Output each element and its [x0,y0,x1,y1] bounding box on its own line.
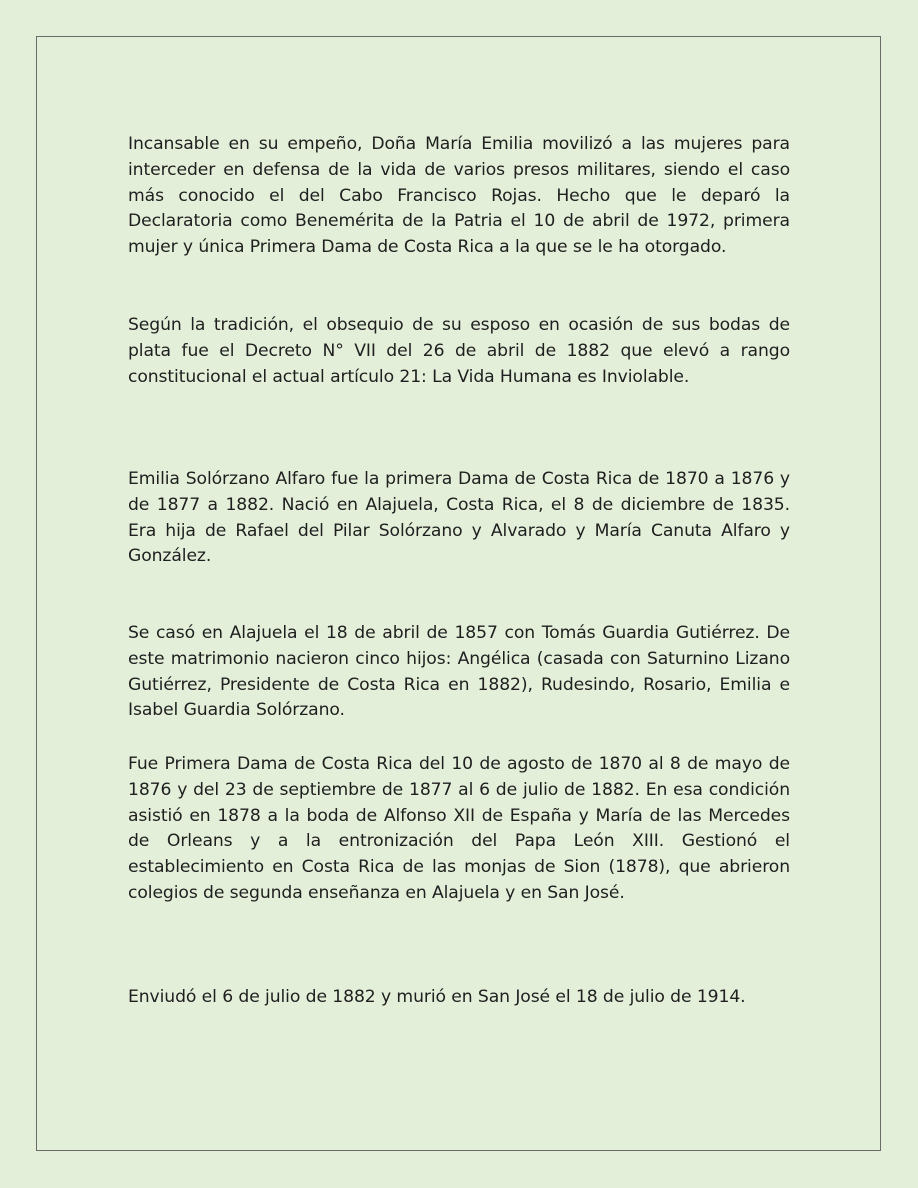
paragraph-decreto: Según la tradición, el obsequio de su esposo en ocasión de sus bodas de plata fue el Decreto N° VII del 26 de abril de 1882 que elevó a rango constitucional el actual artículo 21: La Vida Humana es Inviolable. [128,315,790,387]
paragraph-first-lady: Fue Primera Dama de Costa Rica del 10 de agosto de 1870 al 8 de mayo de 1876 y del 23 de septiembre de 1877 al 6 de julio de 1882. En esa condición asistió en 1878 a la boda de Alfonso XII de España y María de las Mercedes de Orleans y a la entronización del Papa León XIII. Gestionó el establecimiento en Costa Rica de las monjas de Sion (1878), que abrieron colegios de segunda enseñanza en Alajuela y en San José. [128,754,790,903]
paragraph-beneme-rita: Incansable en su empeño, Doña María Emilia movilizó a las mujeres para interceder en defensa de la vida de varios presos militares, siendo el caso más conocido el del Cabo Francisco Rojas. Hecho que le deparó la Declaratoria como Benemérita de la Patria el 10 de abril de 1972, primera mujer y única Primera Dama de Costa Rica a la que se le ha otorgado. [128,134,790,258]
paragraph-biography: Emilia Solórzano Alfaro fue la primera Dama de Costa Rica de 1870 a 1876 y de 1877 a 1882. Nació en Alajuela, Costa Rica, el 8 de diciembre de 1835. Era hija de Rafael del Pilar Solórzano y Alvarado y María Canuta Alfaro y González. [128,469,790,567]
paragraph-death: Enviudó el 6 de julio de 1882 y murió en San José el 18 de julio de 1914. [128,987,746,1007]
paragraph-marriage: Se casó en Alajuela el 18 de abril de 1857 con Tomás Guardia Gutiérrez. De este matrimonio nacieron cinco hijos: Angélica (casada con Saturnino Lizano Gutiérrez, Presidente de Costa Rica en 1882), Rudesindo, Rosario, Emilia e Isabel Guardia Solórzano. [128,623,790,721]
